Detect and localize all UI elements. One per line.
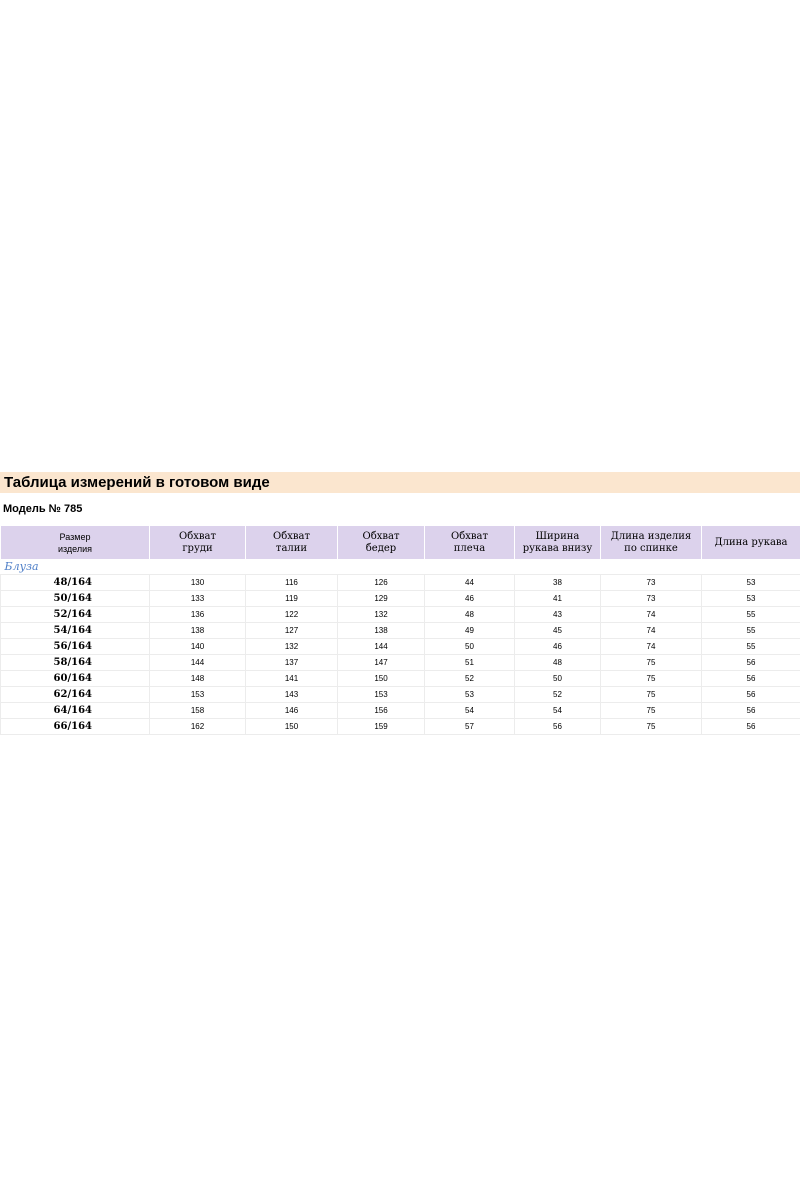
table-row bbox=[1, 575, 800, 591]
measurement-cell: 136 bbox=[150, 607, 246, 623]
measurement-cell: 56 bbox=[702, 671, 800, 687]
measurement-cell: 51 bbox=[425, 655, 515, 671]
measurement-cell: 122 bbox=[246, 607, 338, 623]
measurement-cell: 148 bbox=[150, 671, 246, 687]
measurement-cell: 127 bbox=[246, 623, 338, 639]
table-row bbox=[1, 703, 800, 719]
column-header-line: бедер bbox=[365, 542, 397, 554]
table-row bbox=[1, 607, 800, 623]
measurement-cell: 52 bbox=[425, 671, 515, 687]
measurement-cell: 44 bbox=[425, 575, 515, 591]
measurement-cell: 73 bbox=[601, 575, 702, 591]
column-header-line: плеча bbox=[453, 542, 486, 554]
measurement-cell: 56 bbox=[515, 719, 601, 735]
size-cell: 54/164 bbox=[1, 623, 150, 639]
table-row bbox=[1, 719, 800, 735]
measurement-cell: 119 bbox=[246, 591, 338, 607]
section-row bbox=[1, 560, 800, 575]
measurement-cell: 132 bbox=[338, 607, 425, 623]
measurement-cell: 50 bbox=[515, 671, 601, 687]
header-row bbox=[1, 526, 800, 560]
column-header-line: по спинке bbox=[624, 542, 678, 554]
table-row bbox=[1, 639, 800, 655]
measurement-cell: 133 bbox=[150, 591, 246, 607]
table-row bbox=[1, 687, 800, 703]
measurement-cell: 75 bbox=[601, 671, 702, 687]
column-header-line: Обхват bbox=[273, 530, 310, 542]
column-header-line: талии bbox=[275, 542, 308, 554]
measurement-cell: 38 bbox=[515, 575, 601, 591]
measurement-cell: 153 bbox=[150, 687, 246, 703]
measurement-cell: 56 bbox=[702, 687, 800, 703]
measurement-cell: 150 bbox=[338, 671, 425, 687]
measurement-cell: 73 bbox=[601, 591, 702, 607]
measurement-cell: 46 bbox=[515, 639, 601, 655]
column-header bbox=[702, 526, 800, 560]
measurement-cell: 54 bbox=[425, 703, 515, 719]
measurement-cell: 141 bbox=[246, 671, 338, 687]
measurement-cell: 50 bbox=[425, 639, 515, 655]
size-cell: 48/164 bbox=[1, 575, 150, 591]
measurement-cell: 55 bbox=[702, 639, 800, 655]
measurement-cell: 144 bbox=[150, 655, 246, 671]
size-cell: 62/164 bbox=[1, 687, 150, 703]
column-header bbox=[1, 526, 150, 560]
measurement-cell: 158 bbox=[150, 703, 246, 719]
measurement-cell: 41 bbox=[515, 591, 601, 607]
size-cell: 60/164 bbox=[1, 671, 150, 687]
table-row bbox=[1, 591, 800, 607]
measurement-cell: 49 bbox=[425, 623, 515, 639]
measurement-cell: 52 bbox=[515, 687, 601, 703]
measurement-cell: 146 bbox=[246, 703, 338, 719]
measurement-cell: 43 bbox=[515, 607, 601, 623]
column-header bbox=[246, 526, 338, 560]
measurement-cell: 74 bbox=[601, 639, 702, 655]
size-cell: 58/164 bbox=[1, 655, 150, 671]
column-header-line: груди bbox=[182, 542, 213, 554]
size-cell: 66/164 bbox=[1, 719, 150, 735]
measurement-cell: 48 bbox=[425, 607, 515, 623]
column-header-line: Ширина bbox=[535, 530, 580, 542]
measurement-cell: 53 bbox=[702, 575, 800, 591]
measurement-cell: 75 bbox=[601, 687, 702, 703]
measurement-cell: 45 bbox=[515, 623, 601, 639]
measurement-cell: 56 bbox=[702, 655, 800, 671]
column-header-line: Длина изделия bbox=[610, 530, 692, 542]
measurement-cell: 143 bbox=[246, 687, 338, 703]
measurement-cell: 74 bbox=[601, 607, 702, 623]
model-number: Модель № 785 bbox=[3, 503, 83, 515]
measurement-cell: 48 bbox=[515, 655, 601, 671]
measurement-cell: 75 bbox=[601, 703, 702, 719]
column-header bbox=[515, 526, 601, 560]
table-body bbox=[1, 560, 800, 735]
size-cell: 56/164 bbox=[1, 639, 150, 655]
measurement-cell: 56 bbox=[702, 703, 800, 719]
column-header bbox=[150, 526, 246, 560]
column-header bbox=[338, 526, 425, 560]
measurement-cell: 55 bbox=[702, 623, 800, 639]
measurement-cell: 137 bbox=[246, 655, 338, 671]
column-header-line: Длина рукава bbox=[714, 536, 788, 548]
measurement-cell: 116 bbox=[246, 575, 338, 591]
column-header-line: Обхват bbox=[362, 530, 400, 542]
measurement-cell: 126 bbox=[338, 575, 425, 591]
measurement-cell: 130 bbox=[150, 575, 246, 591]
measurement-cell: 57 bbox=[425, 719, 515, 735]
table-row bbox=[1, 655, 800, 671]
column-header bbox=[425, 526, 515, 560]
table-title: Таблица измерений в готовом виде bbox=[0, 472, 800, 493]
table-row bbox=[1, 623, 800, 639]
table-row bbox=[1, 671, 800, 687]
column-header-line: Обхват bbox=[179, 530, 216, 542]
measurement-cell: 147 bbox=[338, 655, 425, 671]
measurement-cell: 54 bbox=[515, 703, 601, 719]
column-header-line: Размер bbox=[59, 531, 91, 542]
measurement-cell: 55 bbox=[702, 607, 800, 623]
measurement-cell: 138 bbox=[338, 623, 425, 639]
measurement-cell: 150 bbox=[246, 719, 338, 735]
column-header bbox=[601, 526, 702, 560]
measurement-cell: 159 bbox=[338, 719, 425, 735]
column-header-line: изделия bbox=[57, 543, 93, 554]
measurement-cell: 75 bbox=[601, 719, 702, 735]
measurements-table bbox=[0, 525, 800, 735]
measurement-cell: 153 bbox=[338, 687, 425, 703]
column-header-line: рукава внизу bbox=[522, 542, 593, 554]
size-cell: 50/164 bbox=[1, 591, 150, 607]
measurement-cell: 162 bbox=[150, 719, 246, 735]
size-cell: 64/164 bbox=[1, 703, 150, 719]
measurement-sheet bbox=[0, 472, 800, 735]
size-cell: 52/164 bbox=[1, 607, 150, 623]
measurement-cell: 53 bbox=[425, 687, 515, 703]
measurement-cell: 46 bbox=[425, 591, 515, 607]
measurement-cell: 144 bbox=[338, 639, 425, 655]
measurement-cell: 53 bbox=[702, 591, 800, 607]
measurement-cell: 75 bbox=[601, 655, 702, 671]
measurement-cell: 156 bbox=[338, 703, 425, 719]
section-label: Блуза bbox=[4, 560, 39, 573]
measurement-cell: 140 bbox=[150, 639, 246, 655]
measurement-cell: 129 bbox=[338, 591, 425, 607]
measurement-cell: 138 bbox=[150, 623, 246, 639]
measurement-cell: 74 bbox=[601, 623, 702, 639]
measurement-cell: 132 bbox=[246, 639, 338, 655]
measurement-cell: 56 bbox=[702, 719, 800, 735]
column-header-line: Обхват bbox=[451, 530, 488, 542]
